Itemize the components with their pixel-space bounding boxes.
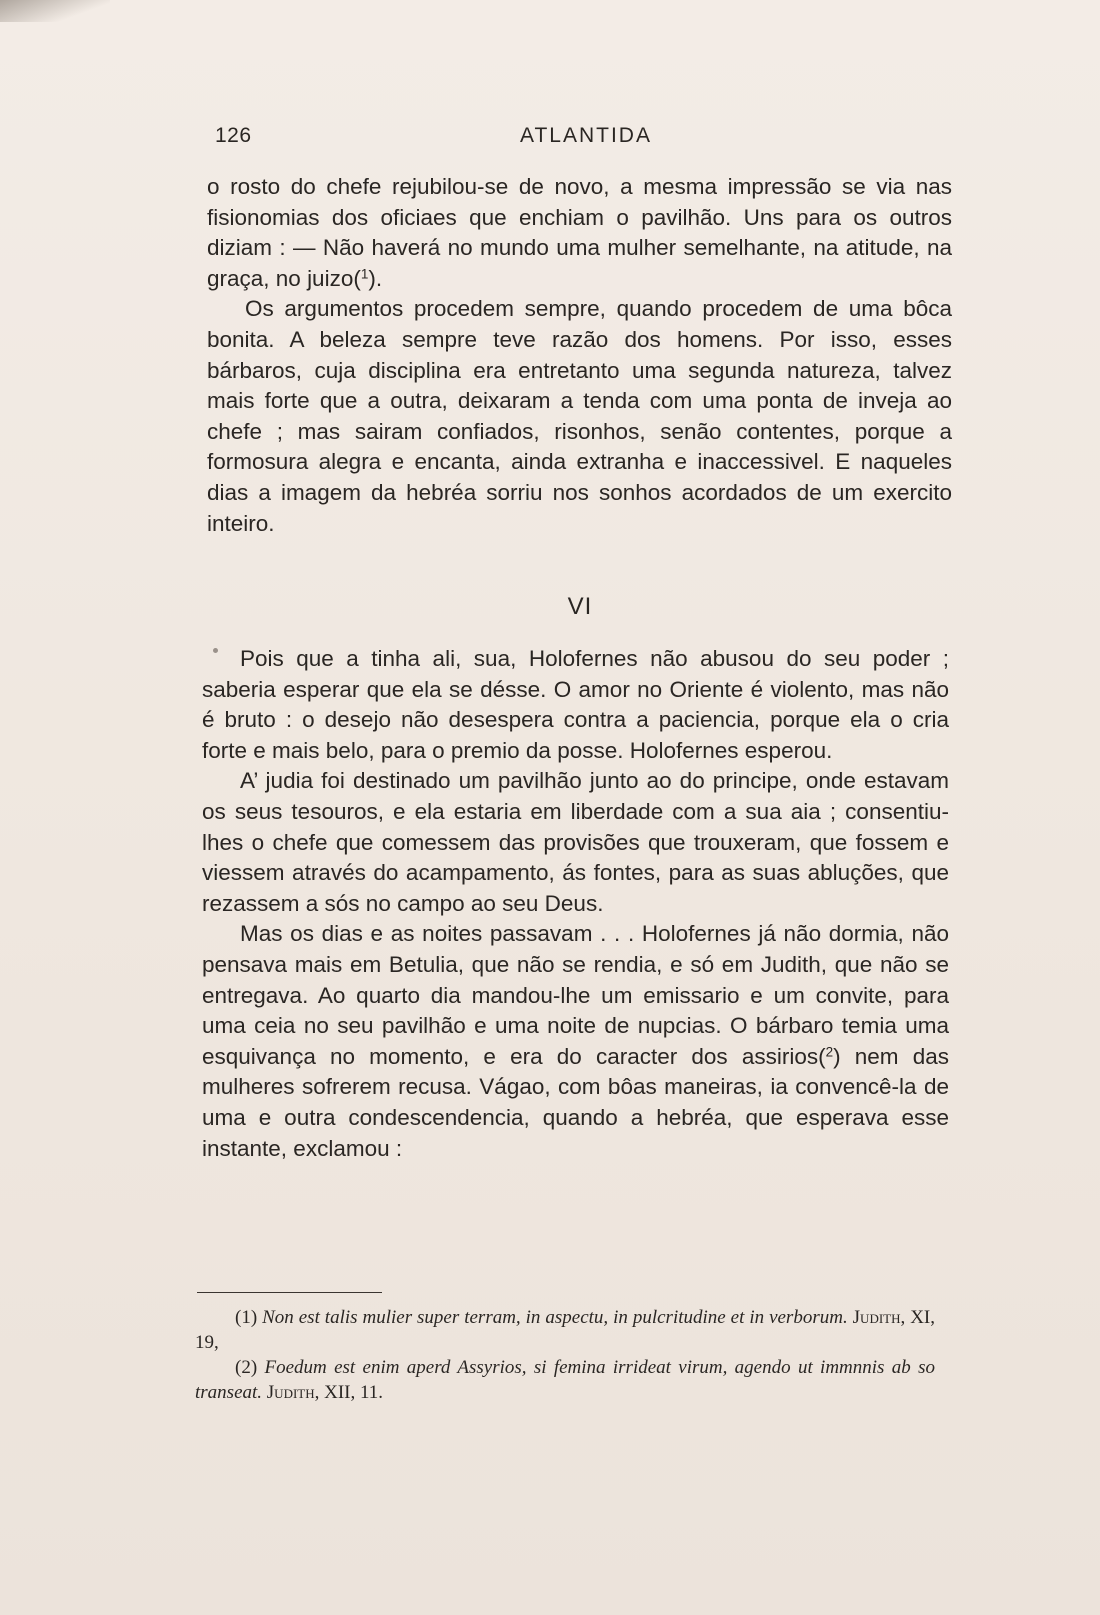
footnote-rule xyxy=(197,1292,382,1293)
section-heading: VI xyxy=(567,593,593,620)
paragraph: Os argumentos procedem sempre, quando procedem de uma bôca bonita. A beleza sempre teve razão dos homens. Por isso, esses bárbaros, cuja disciplina era entretanto uma segunda natureza, talvez mais forte que a outra, deixaram a tenda com uma ponta de inveja ao chefe ; mas sairam confiados, risonhos, senão contentes, porque a formosura alegra e encanta, ainda extranha e inaccessivel. E naqueles dias a imagem da hebréa sorriu nos sonhos acordados de um exercito inteiro. xyxy=(207,296,952,536)
journal-title: ATLANTIDA xyxy=(520,124,652,147)
footnote xyxy=(195,1305,935,1355)
footnote-marker: (2) xyxy=(235,1357,258,1378)
footnote-ref: 1 xyxy=(360,266,369,282)
text-block-before-section xyxy=(207,172,952,539)
text-block-after-section xyxy=(202,644,949,1164)
paragraph: o rosto do chefe rejubilou-se de novo, a mesma impressão se via nas fisionomias dos oficiaes que enchiam o pavilhão. Uns para os outros diziam : — Não haverá no mundo uma mulher semelhante, na atitude, na graça, no juizo($^1$). xyxy=(207,174,952,291)
paragraph-text: Mas os dias e as noites passavam . . . Holofernes já não dormia, não pensava mais em Betulia, que não se rendia, e só em Judith, que não se entregava. Ao quarto dia mandou-lhe um emissario e um convite, para uma ceia no seu pavilhão e uma noite de nupcias. O bárbaro temia uma esquivança no momento, e era do caracter dos assirios xyxy=(202,921,949,1069)
running-head xyxy=(215,124,955,156)
paragraph-tail: nem das mulheres sofrerem recusa. Vágao, com bôas maneiras, ia convencê-la de uma e outra condescendencia, quando a hebréa, que esperava esse instante, exclamou : xyxy=(202,1043,949,1161)
footnote-ref: 2 xyxy=(825,1044,834,1060)
footnote-quote: Foedum est enim aperd Assyrios, si femina irrideat virum, agendo ut immnnis ab so transeat. xyxy=(195,1357,935,1403)
paragraph-text: o rosto do chefe rejubilou-se de novo, a mesma impressão se via nas fisionomias dos oficiaes que enchiam o pavilhão. Uns para os outros diziam : — Não haverá no mundo uma mulher semelhante, na atitude, na graça, no juizo xyxy=(207,174,952,291)
footnotes xyxy=(195,1305,935,1405)
footnote-marker: (1) xyxy=(235,1307,258,1328)
footnote xyxy=(195,1355,935,1405)
paragraph: A’ judia foi destinado um pavilhão junto ao do principe, onde estavam os seus tesouros, e ela estaria em liberdade com a sua aia ; consentiu-lhes o chefe que comessem das provisões que trouxeram, que fossem e viessem através do acampamento, ás fontes, para as suas abluções, que rezassem a sós no campo ao seu Deus. xyxy=(202,768,949,916)
footnote-reference: Judith, XI, 19, xyxy=(195,1307,935,1353)
footnote-reference: Judith, XII, 11. xyxy=(266,1382,384,1403)
page-corner-shadow xyxy=(0,0,110,22)
paragraph-tail: . xyxy=(375,265,383,291)
page-number: 126 xyxy=(215,124,252,147)
paragraph: Pois que a tinha ali, sua, Holofernes não abusou do seu poder ; saberia esperar que ela se désse. O amor no Oriente é violento, mas não é bruto : o desejo não desespera contra a paciencia, porque ela o cria forte e mais belo, para o premio da posse. Holofernes esperou. xyxy=(202,646,949,763)
paragraph: Mas os dias e as noites passavam . . . Holofernes já não dormia, não pensava mais em Betulia, que não se rendia, e só em Judith, que não se entregava. Ao quarto dia mandou-lhe um emissario e um convite, para uma ceia no seu pavilhão e uma noite de nupcias. O bárbaro temia uma esquivança no momento, e era do caracter dos assirios($^2$) nem das mulheres sofrerem recusa. Vágao, com bôas maneiras, ia convencê-la de uma e outra condescendencia, quando a hebréa, que esperava esse instante, exclamou : xyxy=(202,921,949,1161)
footnote-quote: Non est talis mulier super terram, in aspectu, in pulcritudine et in verborum. xyxy=(262,1307,848,1328)
